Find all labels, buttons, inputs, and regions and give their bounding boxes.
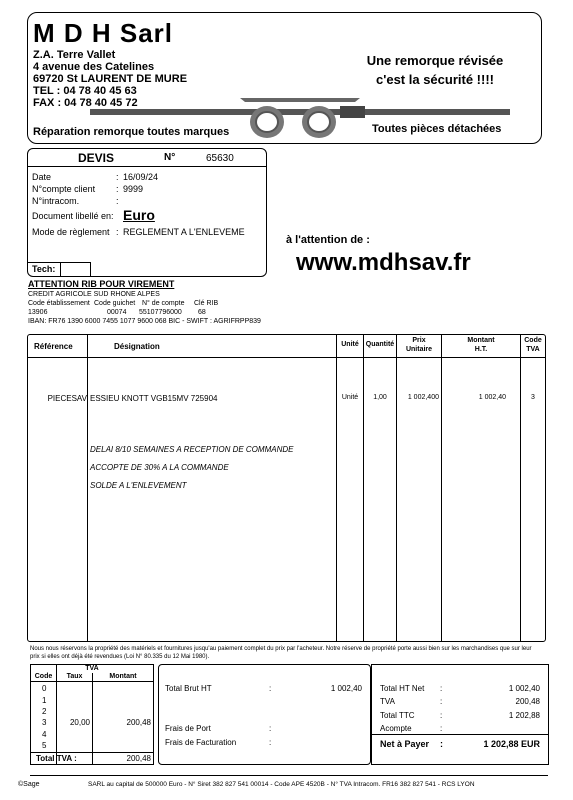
brut-label: Total Brut HT <box>165 684 212 693</box>
tva-total-label-right: TVA <box>380 697 395 706</box>
footer-divider <box>30 775 548 776</box>
col-header-code-2: TVA <box>526 346 540 353</box>
attention-label: à l'attention de : <box>286 234 370 246</box>
acompte-label: Acompte <box>380 724 412 733</box>
col-sep-6 <box>520 335 521 641</box>
date-label: Date <box>32 172 52 182</box>
table-header-divider <box>28 357 545 358</box>
cell-prix: 1 002,400 <box>407 394 439 401</box>
note-solde: SOLDE A L'ENLEVEMENT <box>90 481 187 490</box>
rib-header-compte: N° de compte <box>142 300 185 307</box>
tva-total-value: 200,48 <box>126 754 151 763</box>
col-header-prix-1: Prix <box>412 337 426 344</box>
slogan-line-1: Une remorque révisée <box>366 53 504 68</box>
rib-heading: ATTENTION RIB POUR VIREMENT <box>28 279 175 289</box>
website: www.mdhsav.fr <box>296 249 471 276</box>
rib-value-etab: 13906 <box>28 309 48 316</box>
tva-amount: 200,48 <box>126 718 151 727</box>
cell-quantite: 1,00 <box>373 394 387 401</box>
tva-total-divider <box>31 752 153 753</box>
rib-value-cle: 68 <box>198 309 206 316</box>
cell-unite: Unité <box>341 394 359 401</box>
col-sep-3 <box>363 335 364 641</box>
sage-mark: ©Sage <box>18 781 40 788</box>
col-header-montant-2: H.T. <box>474 346 488 353</box>
net-value: 1 202,88 EUR <box>483 739 540 749</box>
col-header-unite: Unité <box>341 341 359 348</box>
devis-title: DEVIS <box>78 151 115 165</box>
rib-value-compte: 55107796000 <box>139 309 182 316</box>
col-sep-2 <box>336 335 337 641</box>
tva-code-3: 3 <box>42 718 47 727</box>
payment-colon: : <box>116 227 119 237</box>
ttc-colon: : <box>440 711 443 720</box>
tva-total-label: Total TVA : <box>36 754 77 763</box>
intracom-colon: : <box>116 196 119 206</box>
port-colon: : <box>269 724 272 733</box>
acompte-colon: : <box>440 724 443 733</box>
cell-designation: ESSIEU KNOTT VGB15MV 725904 <box>90 394 218 403</box>
ht-colon: : <box>440 684 443 693</box>
tech-divider <box>28 262 90 263</box>
cell-ref: PIECESAV <box>47 394 87 403</box>
tva-title: TVA <box>85 665 99 672</box>
rib-value-guichet: 00074 <box>107 309 127 316</box>
devis-divider <box>28 166 266 167</box>
rib-iban: IBAN: FR76 1390 6000 7455 1077 9600 068 BIC - SWIFT : AGRIFRPP839 <box>28 318 261 325</box>
footer-legal: SARL au capital de 500000 Euro - N° Siret 382 827 541 00014 - Code APE 4520B - N° TVA Intracom. FR16 382 827 541 - RCS LYON <box>88 781 475 788</box>
col-sep-1 <box>87 335 88 641</box>
col-sep-5 <box>441 335 442 641</box>
table-row <box>28 394 545 406</box>
tva-code-5: 5 <box>42 741 47 750</box>
currency-label: Document libellé en: <box>32 211 114 221</box>
facturation-colon: : <box>269 738 272 747</box>
col-header-ref: Référence <box>34 342 73 351</box>
totals-mid-box <box>158 664 371 765</box>
tva-code-0: 0 <box>42 684 47 693</box>
tech-label: Tech: <box>32 264 56 274</box>
col-header-montant-1: Montant <box>467 337 495 344</box>
date-value: 16/09/24 <box>123 172 159 182</box>
client-label: N°compte client <box>32 184 96 194</box>
devis-number: 65630 <box>206 153 234 164</box>
col-header-designation: Désignation <box>114 342 160 351</box>
currency-value: Euro <box>123 207 155 223</box>
rib-header-guichet: Code guichet <box>94 300 136 307</box>
services-left: Réparation remorque toutes marques <box>33 126 230 138</box>
client-colon: : <box>116 184 119 194</box>
tva-code-1: 1 <box>42 696 47 705</box>
col-header-prix-2: Unitaire <box>405 346 433 353</box>
brut-value: 1 002,40 <box>330 684 362 693</box>
company-name: M D H Sarl <box>33 18 174 48</box>
tva-total-value-right: 200,48 <box>515 697 540 706</box>
company-address-1: Z.A. Terre Vallet <box>33 49 116 61</box>
services-right: Toutes pièces détachées <box>372 123 502 135</box>
disclaimer: Nous nous réservons la propriété des matériels et fournitures jusqu'au paiement complet du prix par l'acheteur. Notre réserve de propriété porte aussi bien sur les marchandises que sur leur prix si elles ont déjà été revendues (Loi N° 80.335 du 12 Mai 1980). <box>30 646 532 660</box>
ttc-value: 1 202,88 <box>508 711 540 720</box>
tva-code-2: 2 <box>42 707 47 716</box>
company-address-3: 69720 St LAURENT DE MURE <box>33 73 188 85</box>
cell-montant: 1 002,40 <box>478 394 506 401</box>
facturation-label: Frais de Facturation <box>165 738 237 747</box>
note-acompte: ACCOPTE DE 30% A LA COMMANDE <box>90 463 229 472</box>
payment-value: REGLEMENT A L'ENLEVEME <box>123 227 245 237</box>
rib-header-cle: Clé RIB <box>194 300 219 307</box>
tva-header-taux: Taux <box>66 673 83 680</box>
note-delai: DELAI 8/10 SEMAINES A RECEPTION DE COMMANDE <box>90 445 294 454</box>
ht-label: Total HT Net <box>380 684 425 693</box>
company-fax: FAX : 04 78 40 45 72 <box>33 97 138 109</box>
tech-sep <box>60 262 61 276</box>
rib-header-etab: Code établissement <box>28 300 90 307</box>
intracom-label: N°intracom. <box>32 196 80 206</box>
tva-header-montant: Montant <box>109 673 137 680</box>
rib-bank: CREDIT AGRICOLE SUD RHONE ALPES <box>28 291 160 298</box>
port-label: Frais de Port <box>165 724 211 733</box>
tva-right-colon: : <box>440 697 443 706</box>
date-colon: : <box>116 172 119 182</box>
net-colon: : <box>440 739 443 749</box>
client-value: 9999 <box>123 184 144 194</box>
devis-number-label: N° <box>164 152 176 163</box>
col-header-quantite: Quantité <box>365 341 395 348</box>
payment-label: Mode de règlement <box>32 227 110 237</box>
col-sep-4 <box>396 335 397 641</box>
tva-code-4: 4 <box>42 730 47 739</box>
cell-code: 3 <box>531 394 535 401</box>
ttc-label: Total TTC <box>380 711 415 720</box>
tva-header-code: Code <box>34 673 53 680</box>
col-header-code-1: Code <box>524 337 542 344</box>
ht-value: 1 002,40 <box>508 684 540 693</box>
net-label: Net à Payer <box>380 739 430 749</box>
company-tel: TEL : 04 78 40 45 63 <box>33 85 137 97</box>
company-address-2: 4 avenue des Catelines <box>33 61 155 73</box>
tva-rate: 20,00 <box>69 718 90 727</box>
brut-colon: : <box>269 684 272 693</box>
net-divider <box>372 734 548 735</box>
tech-sep-2 <box>90 262 91 276</box>
slogan-line-2: c'est la sécurité !!!! <box>376 72 494 87</box>
